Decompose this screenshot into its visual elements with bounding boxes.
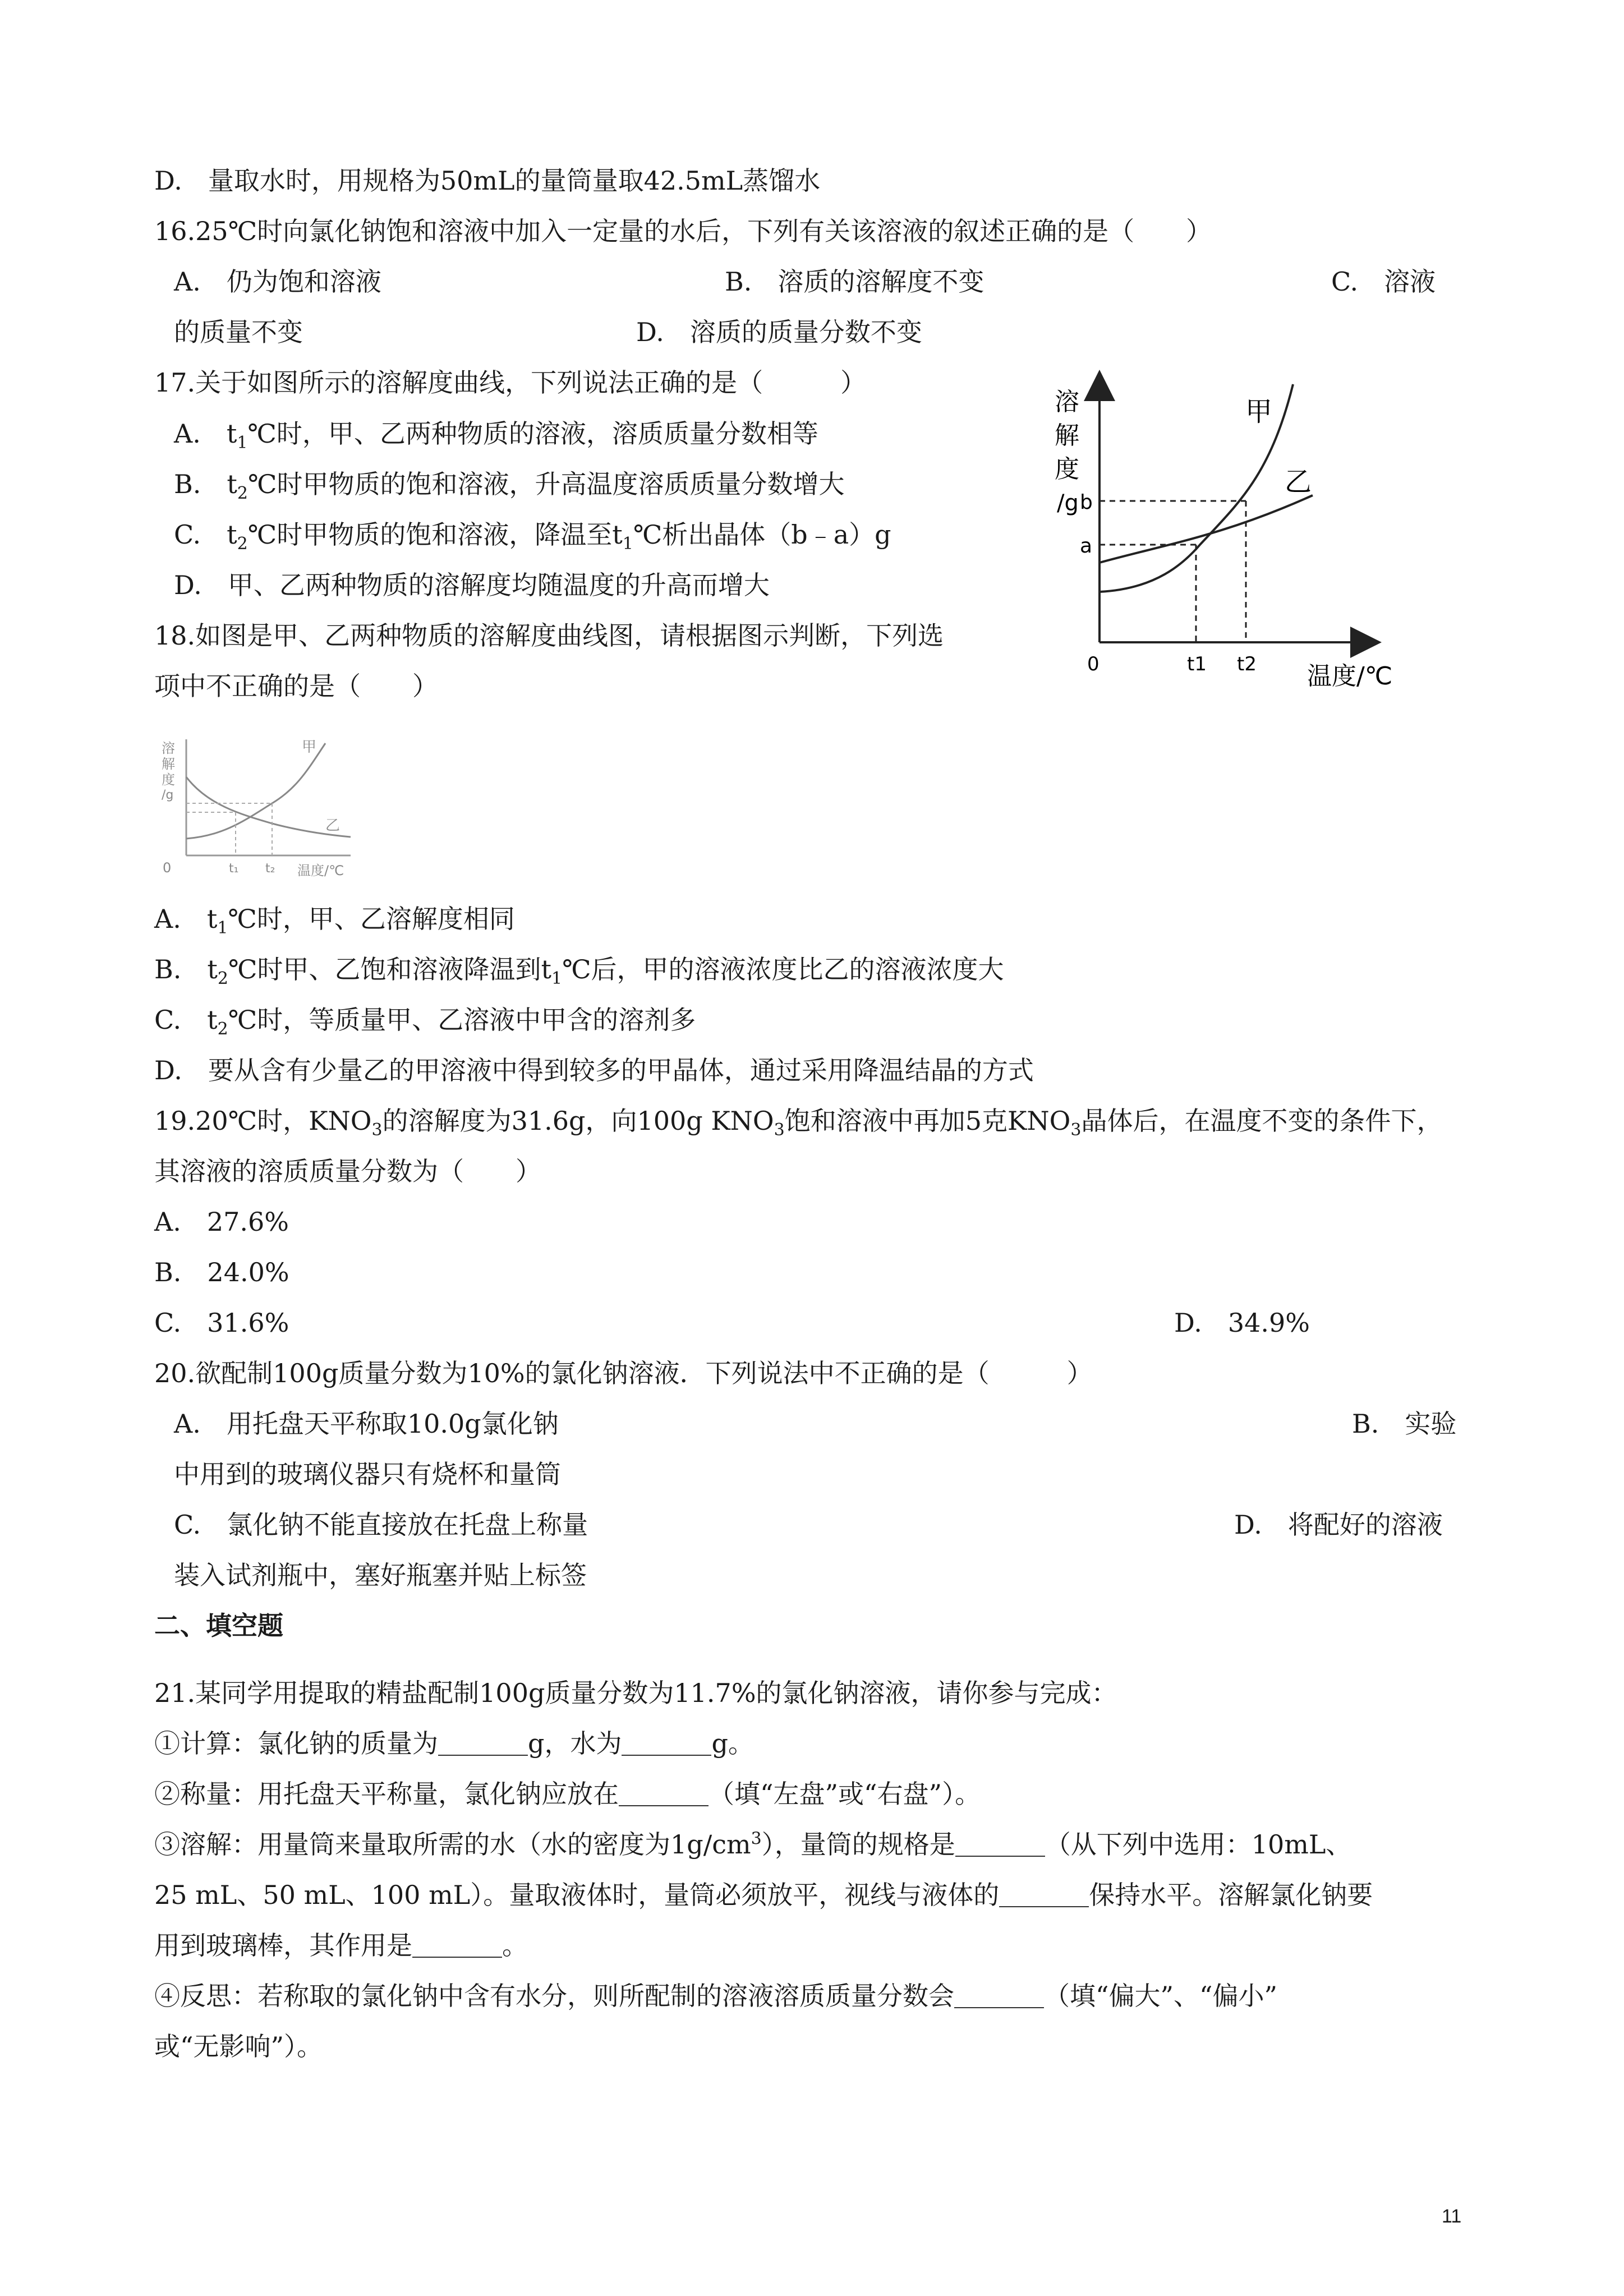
q17-xlabel: 温度/℃ xyxy=(1307,662,1393,691)
q18-ylabel-4: /g xyxy=(162,788,174,802)
q20-option-c: C. 氯化钠不能直接放在托盘上称量 xyxy=(174,1510,588,1540)
q16-option-a: A. 仍为饱和溶液 xyxy=(174,266,381,297)
q18-option-d: D. 要从含有少量乙的甲溶液中得到较多的甲晶体，通过采用降温结晶的方式 xyxy=(154,1055,1034,1085)
q17-stem: 17.关于如图所示的溶解度曲线，下列说法正确的是（ ） xyxy=(154,367,867,398)
q21-stem: 21.某同学用提取的精盐配制100g质量分数为11.7%的氯化钠溶液，请你参与完成： xyxy=(154,1678,1117,1708)
q21-step3: ③溶解：用量筒来量取所需的水（水的密度为$1g/cm^3$），量筒的规格是 （从下列中选用：10mL、 xyxy=(154,1829,1352,1860)
q16-option-c-cont: 的质量不变 xyxy=(174,317,303,347)
q16-option-c: C. 溶液 xyxy=(1331,266,1436,297)
section-heading-fill-blank: 二、填空题 xyxy=(154,1611,283,1641)
q21-blank-rod-function[interactable] xyxy=(412,1934,502,1958)
q18-curve-jia xyxy=(186,743,325,839)
q17-tick-b: b xyxy=(1080,491,1093,514)
q21-blank-cylinder-size[interactable] xyxy=(955,1833,1045,1857)
q18-option-a: A. $t_1℃$时，甲、乙溶解度相同 xyxy=(154,904,515,938)
q17-tick-a: a xyxy=(1080,535,1093,558)
q19-option-a: A. 27.6% xyxy=(154,1207,289,1237)
q18-ylabel-1: 溶 xyxy=(162,740,175,756)
q17-ylabel-4: /g xyxy=(1057,490,1079,516)
q17-option-d: D. 甲、乙两种物质的溶解度均随温度的升高而增大 xyxy=(174,570,770,600)
q21-blank-water-mass[interactable] xyxy=(622,1732,711,1756)
q18-stem-line2: 项中不正确的是（ ） xyxy=(154,671,438,701)
q17-tick-t1: t1 xyxy=(1187,653,1207,675)
q21-blank-pan[interactable] xyxy=(619,1783,709,1806)
q21-step4: ④反思：若称取的氯化钠中含有水分，则所配制的溶液溶质质量分数会 （填“偏大”、“偏小” xyxy=(154,1981,1278,2011)
q18-ylabel-3: 度 xyxy=(162,772,175,788)
q17-curve-yi xyxy=(1099,495,1313,563)
q16-option-b: B. 溶质的溶解度不变 xyxy=(725,266,984,297)
q19-option-b: B. 24.0% xyxy=(154,1257,289,1287)
q17-ylabel-2: 解 xyxy=(1055,421,1079,450)
q20-stem: 20.欲配制100g质量分数为10%的氯化钠溶液．下列说法中不正确的是（ ） xyxy=(154,1358,1093,1388)
q17-ylabel-3: 度 xyxy=(1055,455,1079,484)
q20-option-a: A. 用托盘天平称取10.0g氯化钠 xyxy=(174,1409,559,1439)
q18-solubility-chart xyxy=(157,729,359,881)
q17-tick-t2: t2 xyxy=(1237,653,1257,675)
q18-option-b: B. $t_2℃$时甲、乙饱和溶液降温到$t_1℃$后，甲的溶液浓度比乙的溶液浓度大 xyxy=(154,954,1004,989)
q17-option-a: A. $t_1℃$时，甲、乙两种物质的溶液，溶质质量分数相等 xyxy=(174,418,818,453)
q21-step1: ①计算：氯化钠的质量为 g，水为 g。 xyxy=(154,1728,754,1759)
q20-option-b-cont: 中用到的玻璃仪器只有烧杯和量筒 xyxy=(174,1459,561,1489)
q21-step3-cont1: 25 mL、50 mL、100 mL）。量取液体时，量筒必须放平，视线与液体的 保持水平。溶解氯化钠要 xyxy=(154,1880,1373,1910)
q17-ylabel-1: 溶 xyxy=(1055,388,1079,416)
q21-step2: ②称量：用托盘天平称量，氯化钠应放在 （填“左盘”或“右盘”）。 xyxy=(154,1779,981,1809)
q21-step4-cont: 或“无影响”）。 xyxy=(154,2031,323,2062)
q18-label-jia: 甲 xyxy=(302,739,317,756)
q20-option-d: D. 将配好的溶液 xyxy=(1234,1510,1443,1540)
q19-option-d: D. 34.9% xyxy=(1174,1308,1310,1338)
page-number: 11 xyxy=(1442,2206,1462,2227)
q16-option-d: D. 溶质的质量分数不变 xyxy=(636,317,922,347)
q18-label-yi: 乙 xyxy=(325,817,341,834)
q17-label-yi: 乙 xyxy=(1285,466,1312,498)
q18-xlabel: 温度/℃ xyxy=(297,863,344,878)
q21-blank-liquid-level[interactable] xyxy=(999,1884,1089,1907)
q20-option-b: B. 实验 xyxy=(1352,1409,1457,1439)
q18-stem-line1: 18.如图是甲、乙两种物质的溶解度曲线图，请根据图示判断，下列选 xyxy=(154,620,944,651)
q21-blank-nacl-mass[interactable] xyxy=(438,1732,528,1756)
q18-tick-t2: t₂ xyxy=(265,862,275,876)
q21-blank-effect[interactable] xyxy=(954,1985,1044,2008)
q18-tick-t1: t₁ xyxy=(229,862,239,876)
q18-ylabel-2: 解 xyxy=(162,756,175,772)
q19-option-c: C. 31.6% xyxy=(154,1308,289,1338)
q17-label-jia: 甲 xyxy=(1245,396,1273,427)
q19-stem-line1: 19.20℃时，$KNO_3$的溶解度为31.6g，向100g $KNO_3$饱和溶液中再加5克$KNO_3$晶体后，在温度不变的条件下， xyxy=(154,1106,1443,1140)
q15-option-d: D. 量取水时，用规格为50mL的量筒量取42.5mL蒸馏水 xyxy=(154,165,821,196)
q17-option-b: B. $t_2℃$时甲物质的饱和溶液，升高温度溶质质量分数增大 xyxy=(174,469,845,504)
q20-option-d-cont: 装入试剂瓶中，塞好瓶塞并贴上标签 xyxy=(174,1560,587,1590)
q17-origin: 0 xyxy=(1087,653,1099,675)
q19-stem-line2: 其溶液的溶质质量分数为（ ） xyxy=(154,1156,541,1186)
q17-option-c: C. $t_2℃$时甲物质的饱和溶液，降温至$t_1℃$析出晶体（b﹣a）g xyxy=(174,519,891,554)
q17-solubility-chart xyxy=(1055,373,1402,691)
q18-option-c: C. $t_2℃$时，等质量甲、乙溶液中甲含的溶剂多 xyxy=(154,1005,696,1039)
q18-origin: 0 xyxy=(163,860,172,876)
q21-step3-cont2: 用到玻璃棒，其作用是 。 xyxy=(154,1930,528,1961)
q16-stem: 16.25℃时向氯化钠饱和溶液中加入一定量的水后，下列有关该溶液的叙述正确的是（ ） xyxy=(154,216,1212,246)
